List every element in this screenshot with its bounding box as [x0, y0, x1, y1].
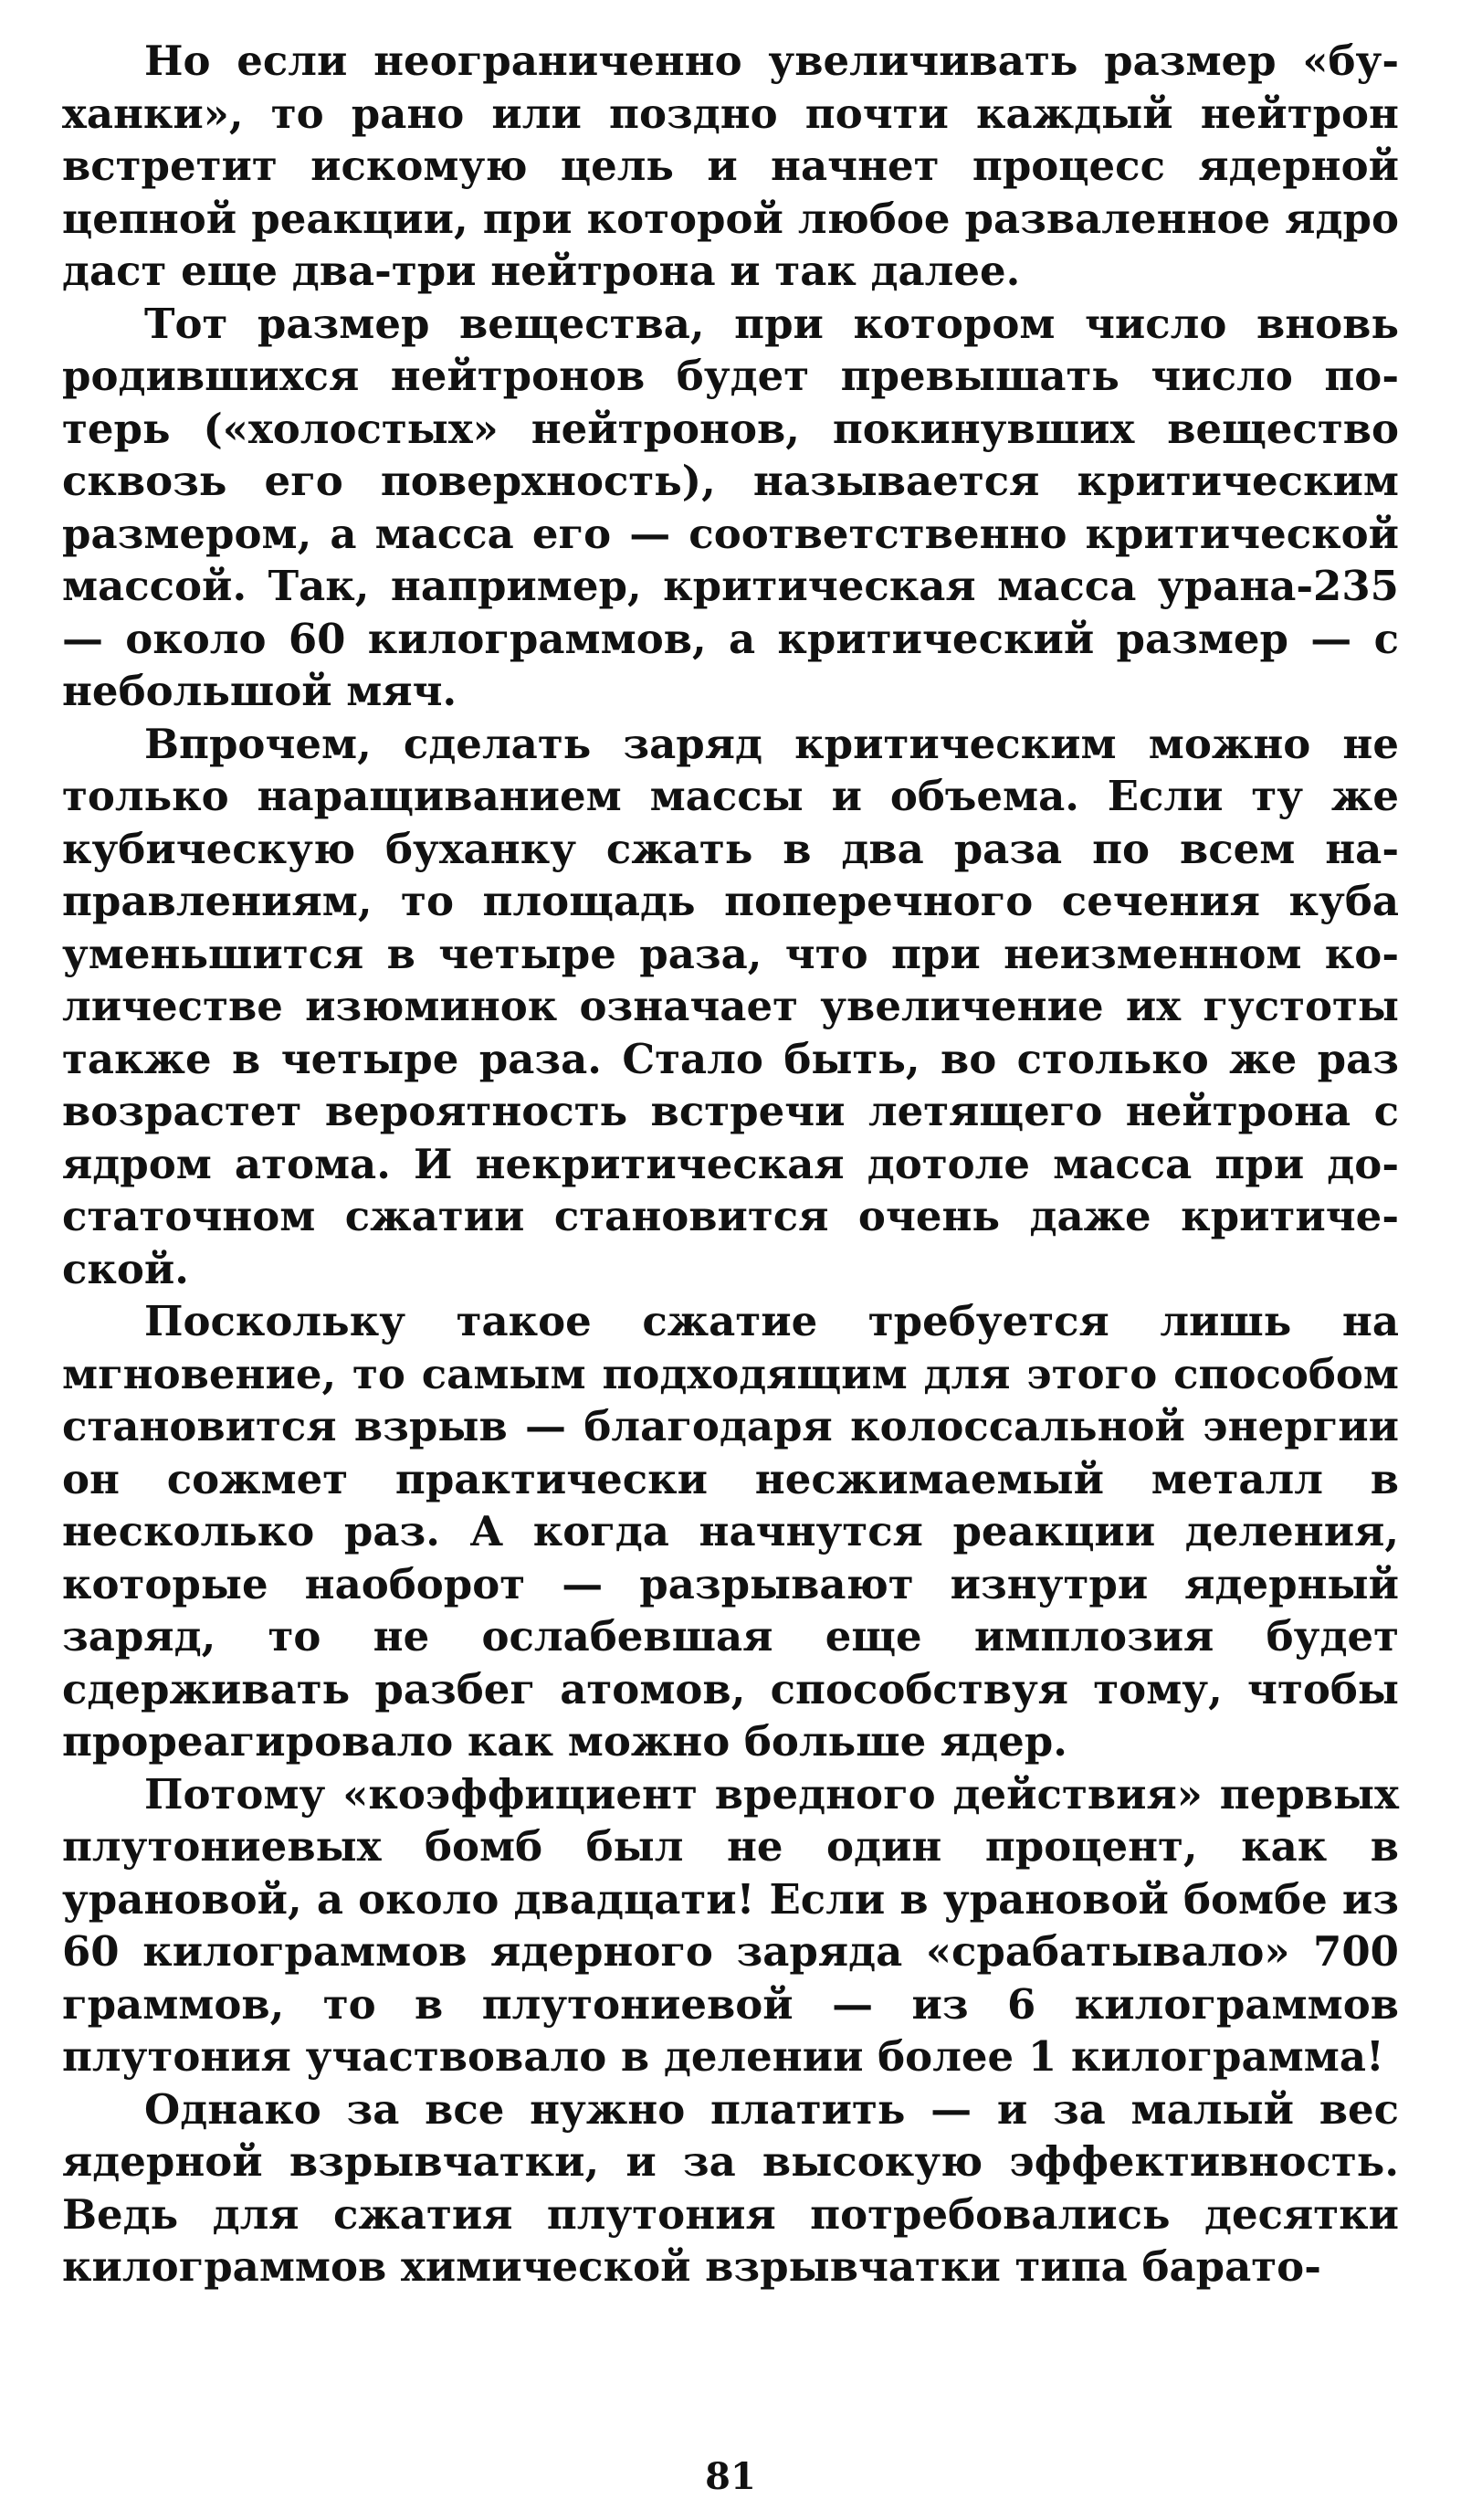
paragraph-5: Потому «коэффициент вредного действия» первых плутониевых бомб был не один процент, как в урановой, а около двадцати! Если в урановой бомбе из 60 килограммов ядерного заряда «срабатывало» 700 граммов, то в плутониевой — из 6 килограммов плутония участвовало в делении более 1 килограмма!: [62, 1769, 1399, 2081]
paragraph-4: Поскольку такое сжатие требуется лишь на мгновение, то самым подходящим для этого способом становится взрыв — благодаря колоссальной энергии он сожмет практически несжимаемый металл в несколько раз. А когда начнутся реакции деления, которые наоборот — разрывают изнутри ядерный заряд, то не ослабевшая еще имплозия будет сдерживать разбег атомов, способствуя тому, чтобы прореагировало как можно больше ядер.: [62, 1297, 1399, 1766]
paragraph-3: Впрочем, сделать заряд критическим можно не только наращиванием массы и объема. Если ту же кубическую буханку сжать в два раза по всем направлениям, то площадь поперечного сечения куба уменьшится в четыре раза, что при неизменном количестве изюминок означает увеличение их густоты также в четыре раза. Стало быть, во столько же раз возрастет вероятность встречи летящего нейтрона с ядром атома. И некритическая дотоле масса при достаточном сжатии становится очень даже критической.: [62, 719, 1399, 1293]
paragraph-1: Но если неограниченно увеличивать размер «буханки», то рано или поздно почти каждый нейтрон встретит искомую цель и начнет процесс ядерной цепной реакции, при которой любое разваленное ядро даст еще два-три нейтрона и так далее.: [62, 37, 1399, 295]
page-number: 81: [705, 2455, 756, 2498]
body-text: [62, 35, 1399, 2293]
paragraph-6: Однако за все нужно платить — и за малый вес ядерной взрывчатки, и за высокую эффективность. Ведь для сжатия плутония потребовались десятки килограммов химической взрывчатки типа барато-: [62, 2084, 1399, 2291]
paragraph-2: Тот размер вещества, при котором число вновь родившихся нейтронов будет превышать число потерь («холостых» нейтронов, покинувших вещество сквозь его поверхность), называется критическим размером, а масса его — соответственно критической массой. Так, например, критическая масса урана-235 — около 60 килограммов, а критический размер — с небольшой мяч.: [62, 299, 1399, 715]
